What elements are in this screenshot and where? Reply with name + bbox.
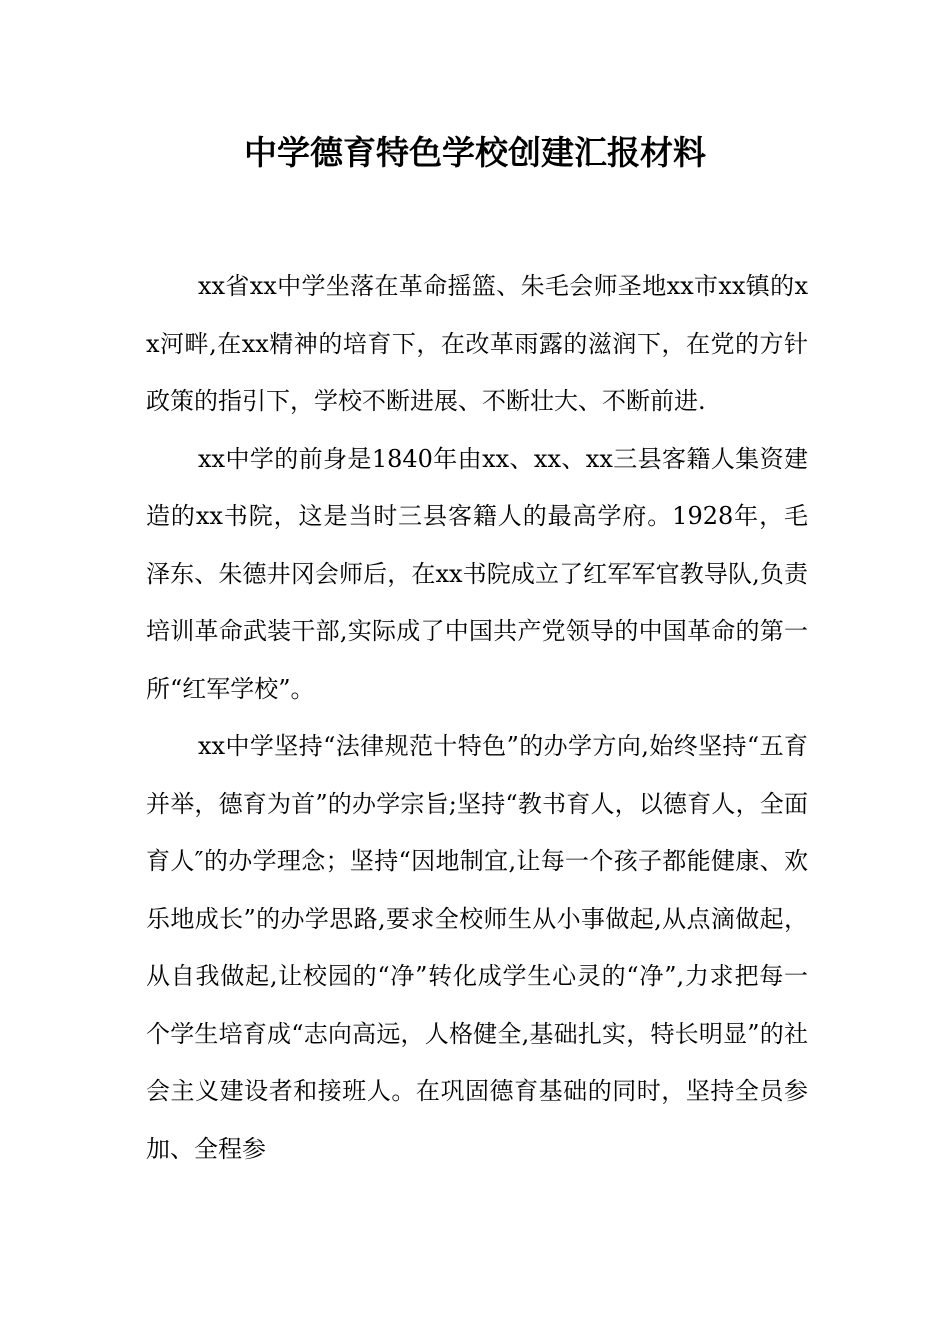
paragraph-history: xx中学的前身是1840年由xx、xx、xx三县客籍人集资建造的xx书院，这是当时三县客籍人的最高学府。1928年，毛泽东、朱德井冈会师后，在xx书院成立了红军军官教导队,负责培训革命武装干部,实际成了中国共产党领导的中国革命的第一所“红军学校”。 bbox=[146, 444, 808, 703]
paragraph-location: xx省xx中学坐落在革命摇篮、朱毛会师圣地xx市xx镇的xx河畔,在xx精神的培育下，在改革雨露的滋润下，在党的方针政策的指引下，学校不断进展、不断壮大、不断前进. bbox=[146, 272, 808, 415]
document-body bbox=[146, 258, 808, 1178]
paragraph-philosophy: xx中学坚持“法律规范十特色”的办学方向,始终坚持“五育并举，德育为首”的办学宗旨;坚持“教书育人，以德育人，全面育人″的办学理念；坚持“因地制宜,让每一个孩子都能健康、欢乐地成长”的办学思路,要求全校师生从小事做起,从点滴做起，从自我做起,让校园的“净”转化成学生心灵的“净”,力求把每一个学生培育成“志向高远，人格健全,基础扎实，特长明显”的社会主义建设者和接班人。在巩固德育基础的同时，坚持全员参加、全程参 bbox=[146, 732, 808, 1163]
document-title: 中学德育特色学校创建汇报材料 bbox=[244, 133, 706, 172]
